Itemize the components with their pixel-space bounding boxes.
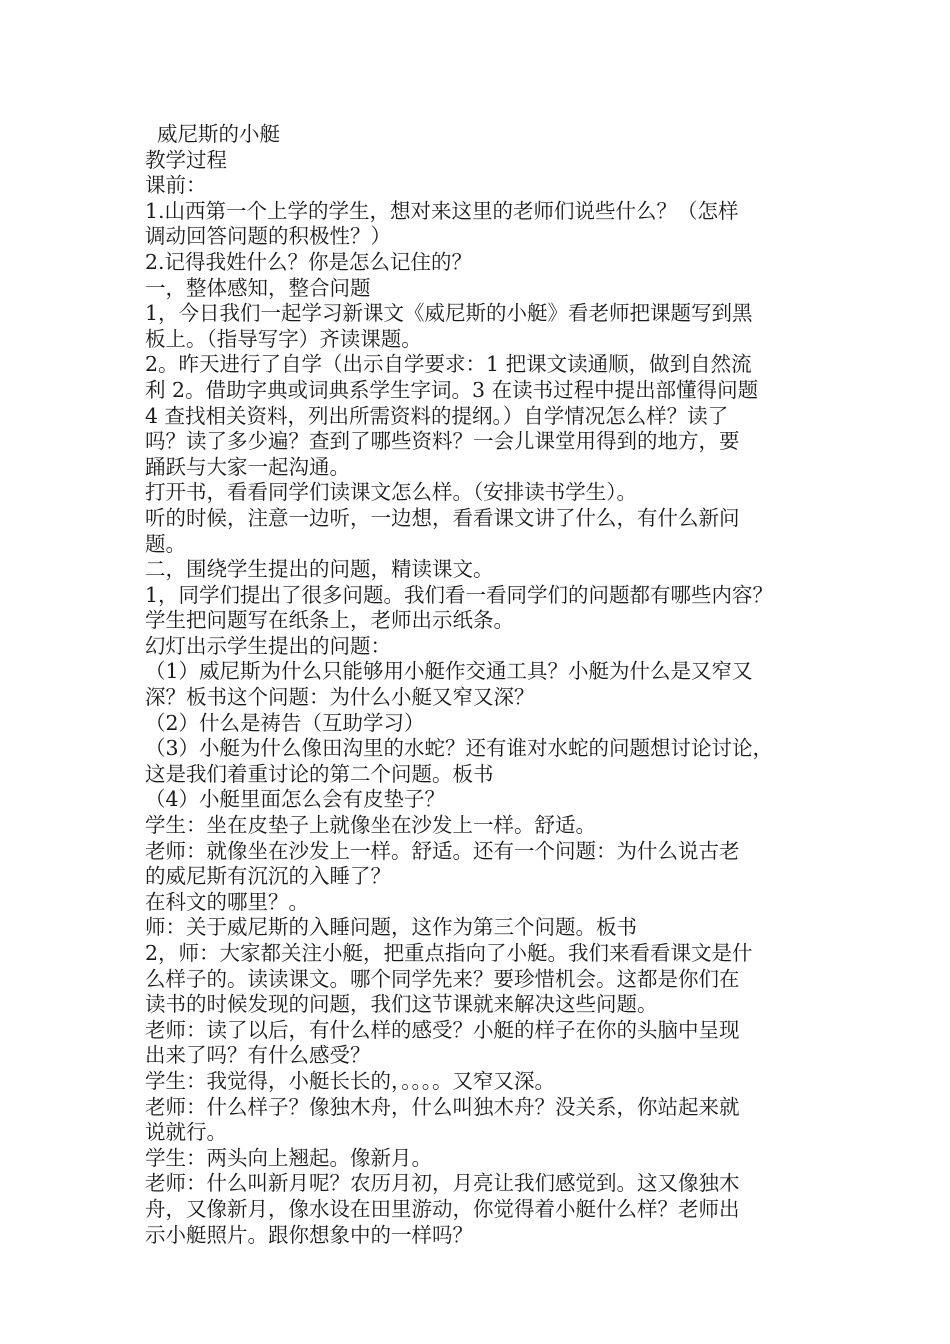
- text-line: 老师：就像坐在沙发上一样。舒适。还有一个问题：为什么说古老: [145, 838, 740, 863]
- text-line: 舟，又像新月，像水设在田里游动，你觉得着小艇什么样？老师出: [145, 1196, 740, 1221]
- text-line: （2）什么是祷告（互助学习）: [145, 710, 425, 735]
- text-line: 出来了吗？有什么感受？: [145, 1043, 371, 1068]
- text-line: 课前：: [145, 173, 207, 198]
- text-line: 打开书，看看同学们读课文怎么样。（安排读书学生）。: [145, 480, 637, 505]
- document-title: 威尼斯的小艇: [157, 122, 280, 146]
- text-line: 这是我们着重讨论的第二个问题。板书: [145, 761, 494, 786]
- text-line: 1，今日我们一起学习新课文《威尼斯的小艇》看老师把课题写到黑: [145, 301, 753, 326]
- text-line: 2。昨天进行了自学（出示自学要求：1 把课文读通顺，做到自然流: [145, 352, 752, 377]
- text-line: 在科文的哪里？。: [145, 889, 309, 914]
- text-line: 示小艇照片。跟你想象中的一样吗？: [145, 1222, 473, 1247]
- text-line: 2，师：大家都关注小艇，把重点指向了小艇。我们来看看课文是什: [145, 941, 753, 965]
- text-line: 调动回答问题的积极性？）: [145, 224, 391, 249]
- text-line: 学生把问题写在纸条上，老师出示纸条。: [145, 608, 514, 633]
- text-line: 听的时候，注意一边听，一边想，看看课文讲了什么，有什么新问: [145, 505, 740, 530]
- text-line: 1.山西第一个上学的学生，想对来这里的老师们说些什么？（怎样: [145, 198, 739, 223]
- text-line: 2.记得我姓什么？你是怎么记住的？: [145, 249, 473, 274]
- text-line: 老师：读了以后，有什么样的感受？小艇的样子在你的头脑中呈现: [145, 1017, 740, 1042]
- text-line: 深？板书这个问题：为什么小艇又窄又深？: [145, 685, 535, 710]
- text-line: 二，围绕学生提出的问题，精读课文。: [145, 557, 494, 582]
- text-line: 1，同学们提出了很多问题。我们看一看同学们的问题都有哪些内容？: [145, 582, 774, 607]
- document-body: [145, 122, 825, 1248]
- text-line: 学生：坐在皮垫子上就像坐在沙发上一样。舒适。: [145, 813, 596, 838]
- text-line: 的威尼斯有沉沉的入睡了？: [145, 864, 391, 889]
- text-line: 老师：什么样子？像独木舟，什么叫独木舟？没关系，你站起来就: [145, 1094, 740, 1119]
- text-line: （4）小艇里面怎么会有皮垫子？: [145, 787, 446, 812]
- text-line: 板上。（指导写字）齐读课题。: [145, 326, 422, 351]
- text-line: 读书的时候发现的问题，我们这节课就来解决这些问题。: [145, 992, 658, 1017]
- text-line: 利 2。借助字典或词典系学生字词。3 在读书过程中提出部懂得问题: [145, 377, 759, 402]
- text-line: 说就行。: [145, 1120, 227, 1145]
- text-line: 一，整体感知，整合问题: [145, 275, 371, 300]
- text-line: 幻灯出示学生提出的问题：: [145, 633, 391, 658]
- text-line: 师：关于威尼斯的入睡问题，这作为第三个问题。板书: [145, 915, 637, 940]
- text-line: 踊跃与大家一起沟通。: [145, 454, 350, 479]
- text-line: 4 查找相关资料，列出所需资料的提纲。）自学情况怎么样？读了: [145, 403, 729, 428]
- text-line: 吗？读了多少遍？查到了哪些资料？一会儿课堂用得到的地方，要: [145, 429, 740, 454]
- text-line: 老师：什么叫新月呢？农历月初，月亮让我们感觉到。这又像独木: [145, 1171, 740, 1196]
- text-line: 题。: [145, 531, 186, 556]
- text-line: （1）威尼斯为什么只能够用小艇作交通工具？小艇为什么是又窄又: [145, 659, 753, 684]
- document-lines: [145, 148, 825, 1249]
- text-line: （3）小艇为什么像田沟里的水蛇？还有谁对水蛇的问题想讨论讨论，: [145, 736, 774, 761]
- text-line: 教学过程: [145, 147, 227, 172]
- text-line: 么样子的。读读课文。哪个同学先来？要珍惜机会。这都是你们在: [145, 966, 740, 991]
- text-line: 学生：我觉得，小艇长长的，。。。。又窄又深。: [145, 1068, 555, 1093]
- text-line: 学生：两头向上翘起。像新月。: [145, 1145, 432, 1170]
